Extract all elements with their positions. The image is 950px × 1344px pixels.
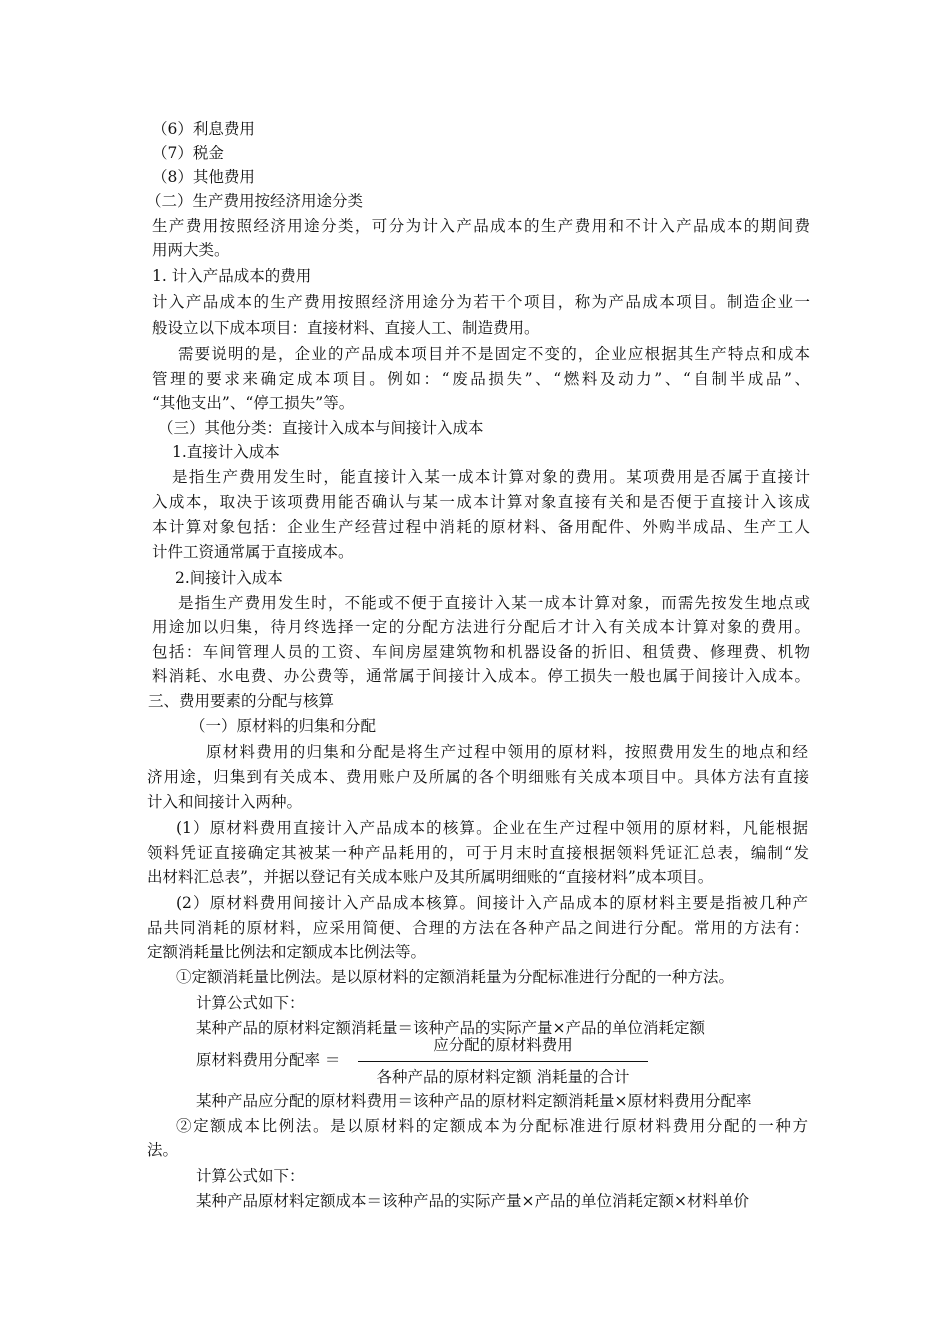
paragraph-line: 是指生产费用发生时，不能或不便于直接计入某一成本计算对象，而需先按发生地点或 [178, 594, 810, 612]
list-item-taxes: （7）税金 [152, 144, 224, 162]
formula-lhs: 原材料费用分配率 ＝ [196, 1051, 341, 1069]
paragraph-line: 生产费用按照经济用途分类，可分为计入产品成本的生产费用和不计入产品成本的期间费 [152, 217, 810, 235]
paragraph-line: “其他支出”、“停工损失”等。 [152, 394, 355, 412]
formula-intro: 计算公式如下： [196, 1167, 305, 1185]
paragraph-line: 入成本，取决于该项费用能否确认与某一成本计算对象直接有关和是否便于直接计入该成 [152, 493, 810, 511]
paragraph-line: 用途加以归集，待月终选择一定的分配方法进行分配后才计入有关成本计算对象的费用。 [152, 618, 810, 636]
paragraph-line: 济用途，归集到有关成本、费用账户及所属的各个明细账有关成本项目中。具体方法有直接 [147, 768, 809, 786]
subheading-direct-cost: 1.直接计入成本 [172, 443, 280, 461]
paragraph-line: 般设立以下成本项目：直接材料、直接人工、制造费用。 [152, 319, 540, 337]
subheading-indirect-cost: 2.间接计入成本 [175, 569, 283, 587]
method-heading-consumption-ratio: ①定额消耗量比例法。是以原材料的定额消耗量为分配标准进行分配的一种方法。 [176, 968, 735, 986]
paragraph-line: 计件工资通常属于直接成本。 [152, 543, 354, 561]
section-heading-raw-materials: （一）原材料的归集和分配 [190, 717, 377, 735]
formula-intro: 计算公式如下： [196, 994, 305, 1012]
section-heading-other-classification: （三）其他分类：直接计入成本与间接计入成本 [158, 419, 484, 437]
paragraph-line: 包括：车间管理人员的工资、车间房屋建筑物和机器设备的折旧、租赁费、修理费、机物 [152, 643, 810, 661]
paragraph-line: 品共同消耗的原材料，应采用简便、合理的方法在各种产品之间进行分配。常用的方法有： [147, 919, 809, 937]
paragraph-line: 本计算对象包括：企业生产经营过程中消耗的原材料、备用配件、外购半成品、生产工人 [152, 518, 810, 536]
section-heading-economic-use: （二）生产费用按经济用途分类 [146, 192, 364, 210]
paragraph-line: 计入产品成本的生产费用按照经济用途分为若干个项目，称为产品成本项目。制造企业一 [152, 293, 810, 311]
paragraph-line: 料消耗、水电费、办公费等，通常属于间接计入成本。停工损失一般也属于间接计入成本。 [152, 667, 810, 685]
paragraph-line: 出材料汇总表”，并据以登记有关成本账户及其所属明细账的“直接材料”成本项目。 [147, 868, 714, 886]
formula-denominator: 各种产品的原材料定额 消耗量的合计 [376, 1068, 630, 1086]
paragraph-line: 是指生产费用发生时，能直接计入某一成本计算对象的费用。某项费用是否属于直接计 [172, 468, 810, 486]
method-heading-cost-ratio: ②定额成本比例法。是以原材料的定额成本为分配标准进行原材料费用分配的一种方 [176, 1117, 808, 1135]
list-item-interest-expense: （6）利息费用 [152, 120, 255, 138]
paragraph-line: 用两大类。 [152, 241, 230, 259]
fraction-bar [358, 1061, 648, 1062]
subheading-product-cost: 1. 计入产品成本的费用 [152, 267, 312, 285]
paragraph-line: 原材料费用的归集和分配是将生产过程中领用的原材料，按照费用发生的地点和经 [206, 743, 808, 761]
paragraph-line: 定额消耗量比例法和定额成本比例法等。 [147, 943, 427, 961]
section-heading-expense-allocation: 三、费用要素的分配与核算 [148, 692, 335, 710]
paragraph-line: 计入和间接计入两种。 [147, 793, 303, 811]
paragraph-line: 法。 [147, 1141, 179, 1159]
paragraph-line: 领料凭证直接确定其被某一种产品耗用的，可于月末时直接根据领料凭证汇总表，编制“发 [147, 844, 809, 862]
list-item-other-expenses: （8）其他费用 [152, 168, 255, 186]
formula-numerator: 应分配的原材料费用 [433, 1036, 573, 1054]
paragraph-line: (1）原材料费用直接计入产品成本的核算。企业在生产过程中领用的原材料，凡能根据 [176, 819, 808, 837]
paragraph-line: 需要说明的是，企业的产品成本项目并不是固定不变的，企业应根据其生产特点和成本 [178, 345, 810, 363]
formula-line: 某种产品原材料定额成本＝该种产品的实际产量×产品的单位消耗定额×材料单价 [196, 1192, 749, 1210]
paragraph-line: (2）原材料费用间接计入产品成本核算。间接计入产品成本的原材料主要是指被几种产 [176, 894, 808, 912]
paragraph-line: 管理的要求来确定成本项目。例如：“废品损失”、“燃料及动力”、“自制半成品”、 [152, 370, 811, 388]
formula-line: 某种产品的原材料定额消耗量＝该种产品的实际产量×产品的单位消耗定额 [196, 1019, 705, 1037]
allocation-rate-formula [196, 1033, 656, 1091]
formula-line: 某种产品应分配的原材料费用＝该种产品的原材料定额消耗量×原材料费用分配率 [196, 1092, 752, 1110]
